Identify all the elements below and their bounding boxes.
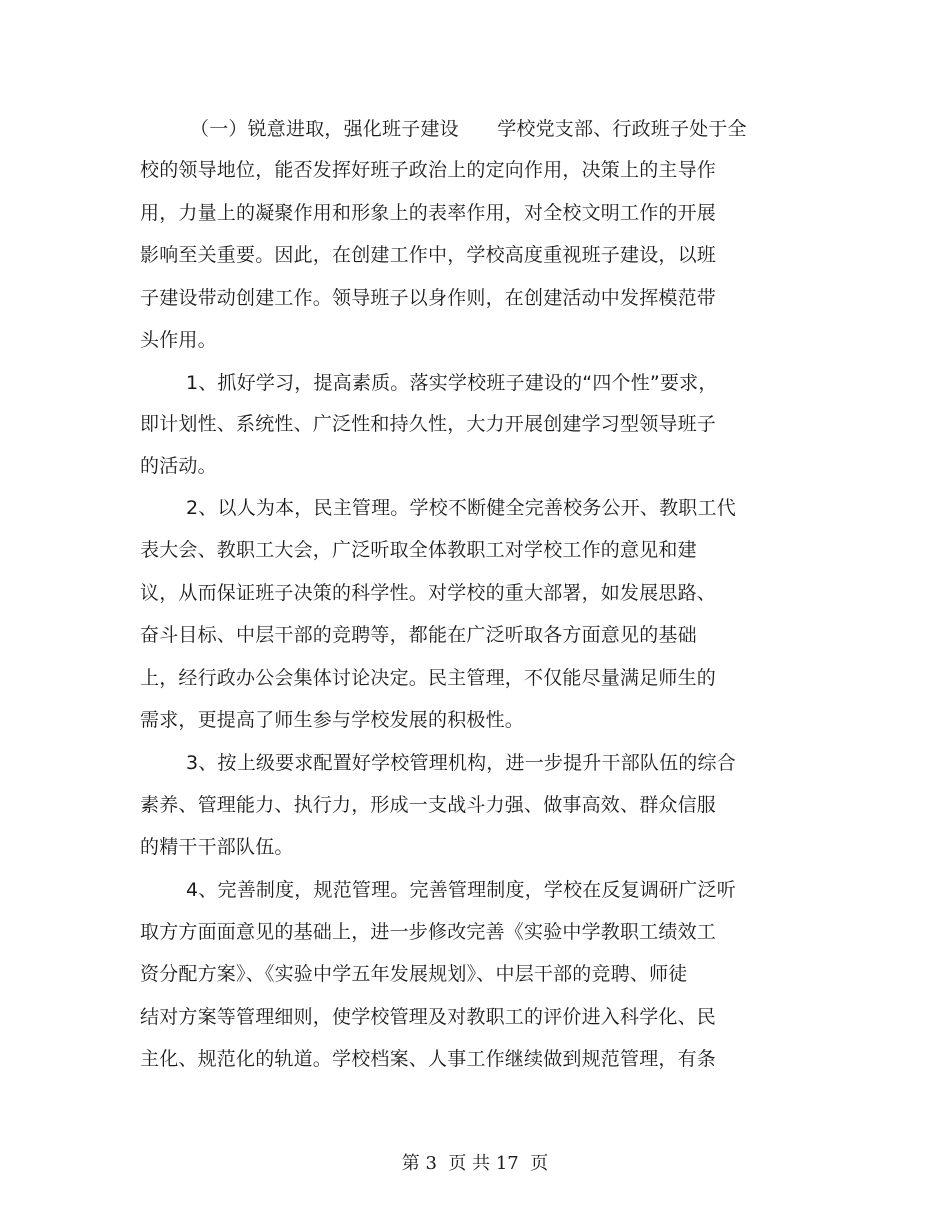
text-line: 即计划性、系统性、广泛性和持久性，大力开展创建学习型领导班子 xyxy=(140,413,717,435)
text-line: 上，经行政办公会集体讨论决定。民主管理，不仅能尽量满足师生的 xyxy=(140,667,717,689)
text-line: 校的领导地位，能否发挥好班子政治上的定向作用，决策上的主导作 xyxy=(140,159,717,181)
text-line: （一）锐意进取，强化班子建设 学校党支部、行政班子处于全 xyxy=(190,118,747,140)
text-line: 结对方案等管理细则，使学校管理及对教职工的评价进入科学化、民 xyxy=(140,1006,717,1028)
text-line: 的活动。 xyxy=(140,455,217,477)
text-line: 需求，更提高了师生参与学校发展的积极性。 xyxy=(140,709,525,731)
text-line: 主化、规范化的轨道。学校档案、人事工作继续做到规范管理，有条 xyxy=(140,1048,717,1070)
text-line: 表大会、教职工大会，广泛听取全体教职工对学校工作的意见和建 xyxy=(140,539,697,561)
text-line: 3、按上级要求配置好学校管理机构，进一步提升干部队伍的综合 xyxy=(186,752,736,774)
text-line: 1、抓好学习，提高素质。落实学校班子建设的“四个性”要求， xyxy=(186,372,718,394)
text-line: 头作用。 xyxy=(140,329,217,351)
text-line: 用，力量上的凝聚作用和形象上的表率作用，对全校文明工作的开展 xyxy=(140,202,717,224)
text-line: 的精干干部队伍。 xyxy=(140,836,294,858)
text-line: 子建设带动创建工作。领导班子以身作则，在创建活动中发挥模范带 xyxy=(140,287,717,309)
text-line: 2、以人为本，民主管理。学校不断健全完善校务公开、教职工代 xyxy=(186,497,736,519)
text-line: 议，从而保证班子决策的科学性。对学校的重大部署，如发展思路、 xyxy=(140,582,717,604)
text-line: 奋斗目标、中层干部的竞聘等，都能在广泛听取各方面意见的基础 xyxy=(140,624,697,646)
page-number-footer: 第 3 页 共 17 页 xyxy=(401,1153,549,1174)
text-line: 影响至关重要。因此，在创建工作中，学校高度重视班子建设，以班 xyxy=(140,244,717,266)
text-line: 取方方面面意见的基础上，进一步修改完善《实验中学教职工绩效工 xyxy=(140,921,717,943)
text-line: 资分配方案》、《实验中学五年发展规划》、中层干部的竞聘、师徒 xyxy=(140,963,688,985)
text-line: 4、完善制度，规范管理。完善管理制度，学校在反复调研广泛听 xyxy=(186,879,736,901)
text-line: 素养、管理能力、执行力，形成一支战斗力强、做事高效、群众信服 xyxy=(140,794,717,816)
